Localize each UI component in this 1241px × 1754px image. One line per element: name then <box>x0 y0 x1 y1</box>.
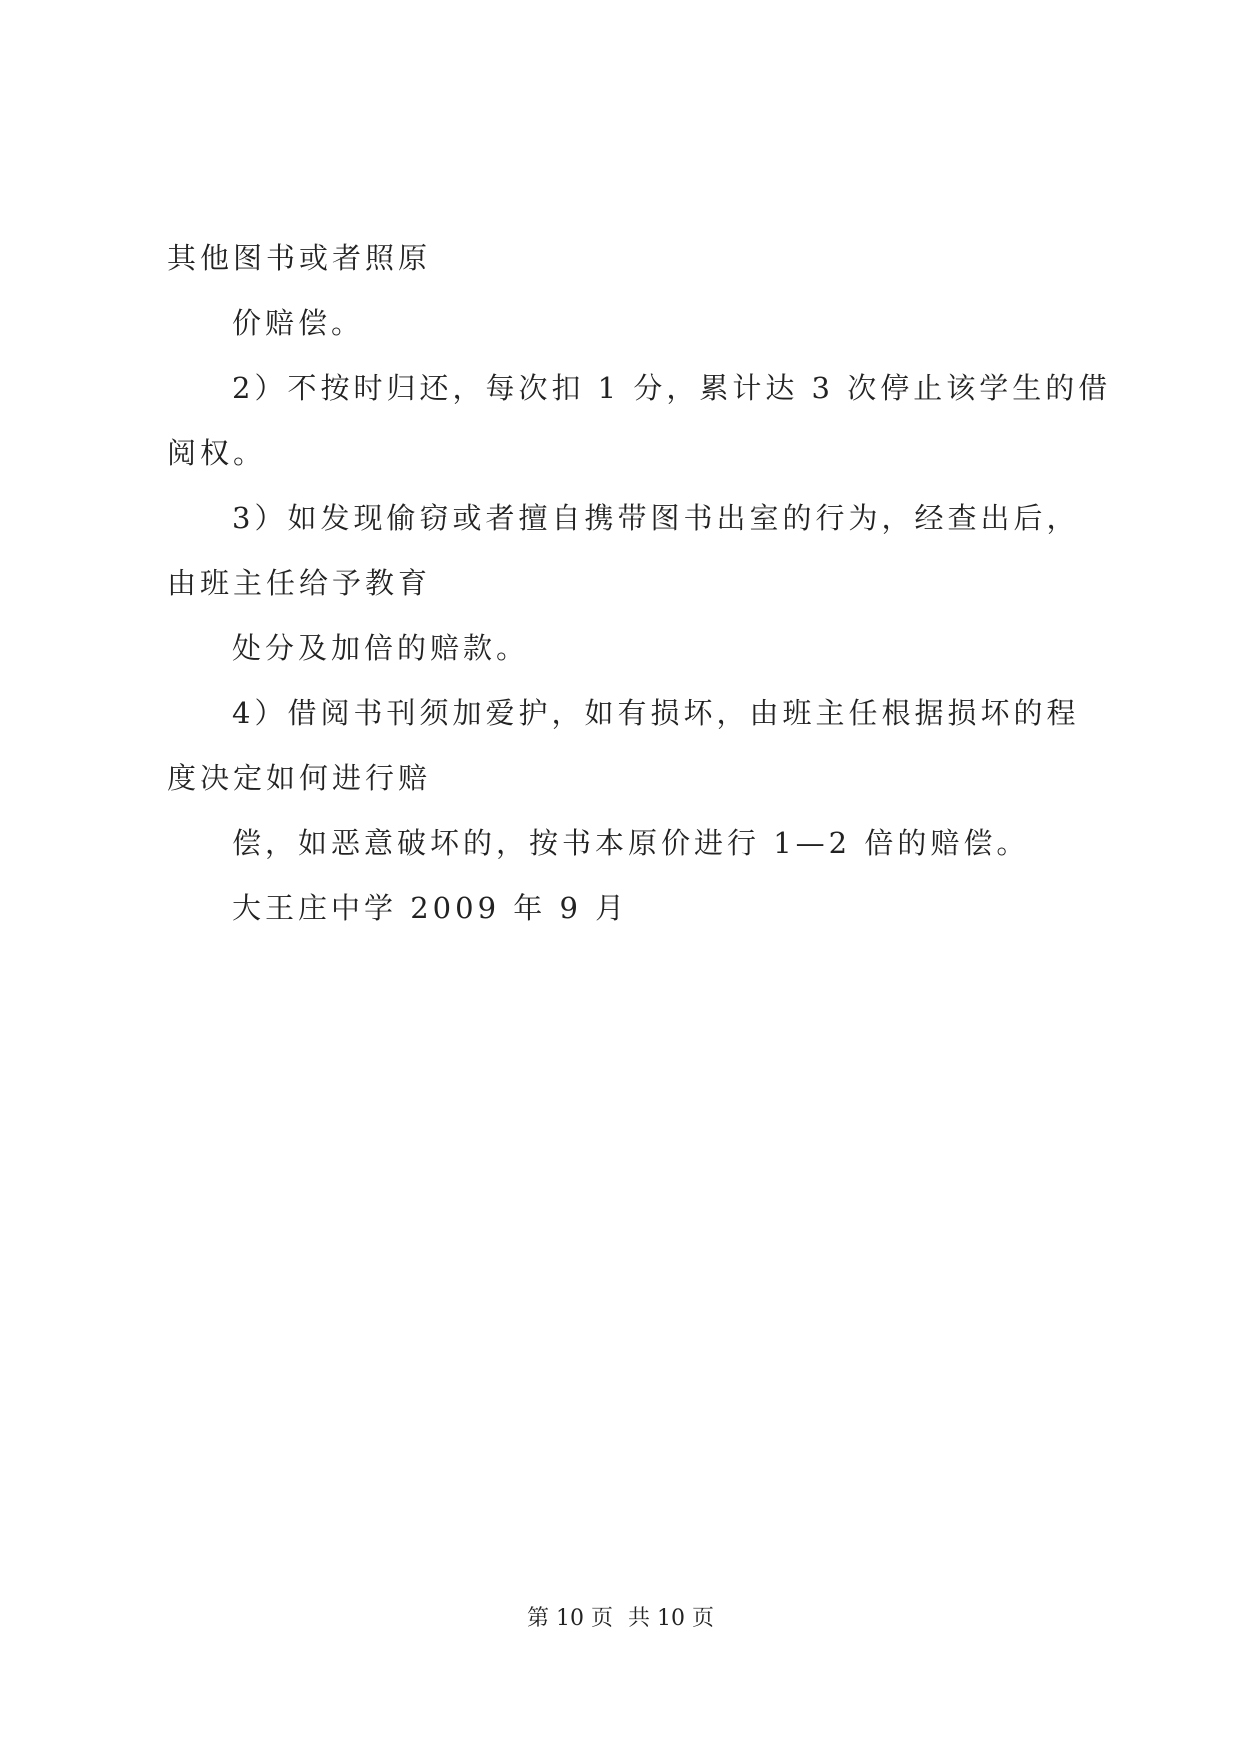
paragraph-line: 价赔偿。 <box>232 306 365 340</box>
signature-line: 大王庄中学 2009 年 9 月 <box>232 891 629 925</box>
page-footer <box>0 1604 1241 1634</box>
paragraph-line: 3）如发现偷窃或者擅自携带图书出室的行为，经查出后， <box>232 501 1080 535</box>
page-total: 共 10 页 <box>628 1606 714 1631</box>
paragraph-line: 处分及加倍的赔款。 <box>232 631 530 665</box>
paragraph-line: 度决定如何进行赔 <box>167 761 432 795</box>
paragraph-line: 其他图书或者照原 <box>167 241 432 275</box>
paragraph-line: 4）借阅书刊须加爱护，如有损坏，由班主任根据损坏的程 <box>232 696 1080 730</box>
paragraph-line: 2）不按时归还，每次扣 1 分，累计达 3 次停止该学生的借 <box>232 371 1112 405</box>
paragraph-line: 偿，如恶意破坏的，按书本原价进行 1—2 倍的赔偿。 <box>232 826 1030 860</box>
paragraph-line: 由班主任给予教育 <box>167 566 432 600</box>
paragraph-line: 阅权。 <box>167 436 267 470</box>
page-number: 第 10 页 <box>527 1606 613 1631</box>
